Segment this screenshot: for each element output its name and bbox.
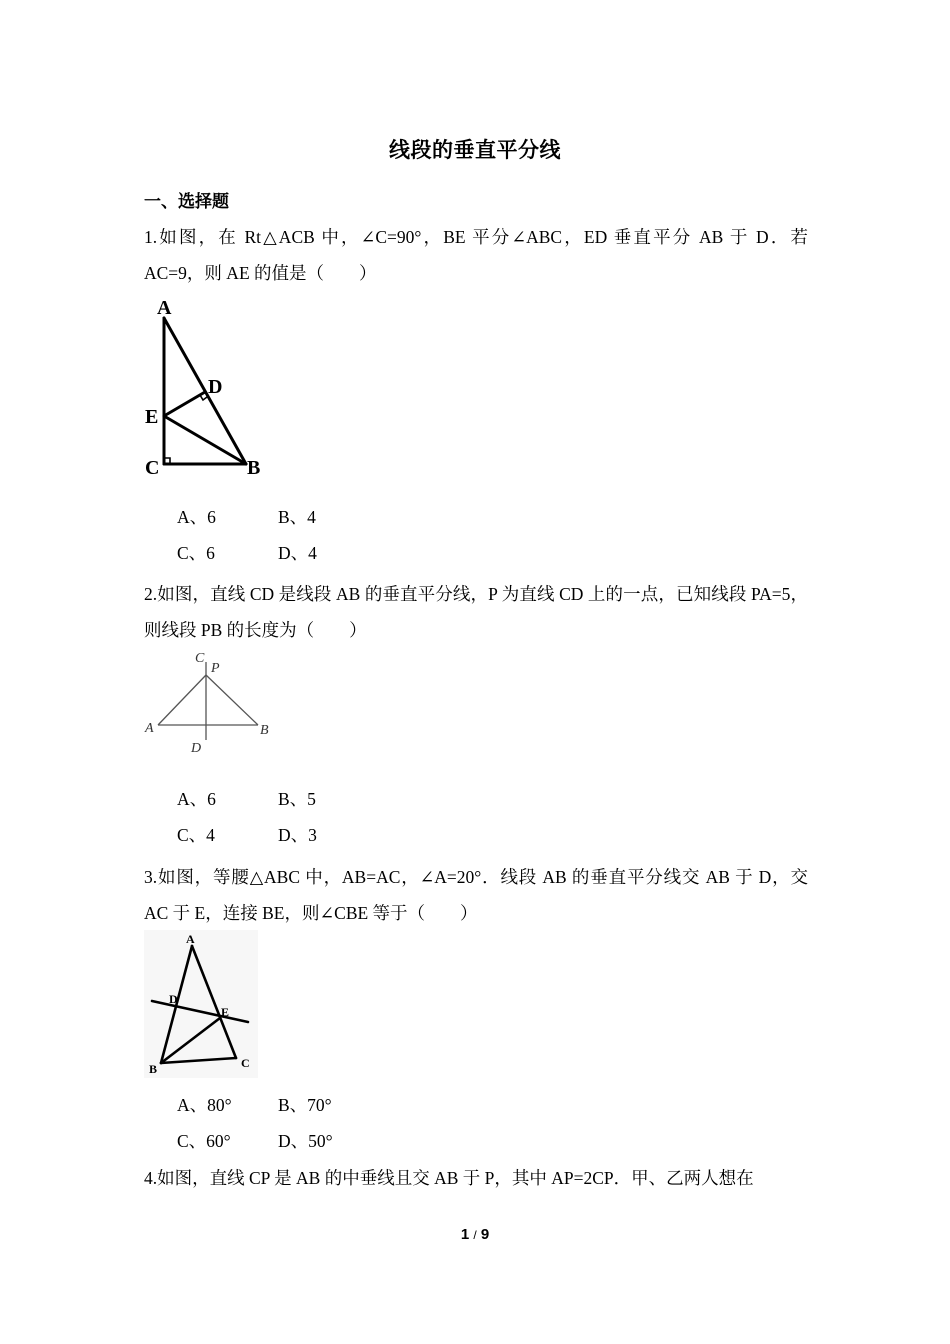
option-b[interactable]: B、5	[278, 789, 316, 809]
question-1-text: 1.如图，在 Rt△ACB 中，∠C=90°，BE 平分∠ABC，ED 垂直平分 AB 于 D．若 AC=9，则 AE 的值是（ ）	[144, 227, 808, 283]
label-d: D	[191, 741, 202, 756]
question-2-text: 2.如图，直线 CD 是线段 AB 的垂直平分线，P 为直线 CD 上的一点，已知线段 PA=5，则线段 PB 的长度为（ ）	[144, 584, 808, 640]
line-pb	[206, 675, 258, 725]
question-1-options-row-1	[177, 505, 316, 529]
label-e: E	[145, 406, 159, 428]
line-pa	[158, 675, 206, 725]
label-p: P	[211, 661, 220, 676]
label-a: A	[186, 932, 195, 946]
page-separator: /	[473, 1228, 477, 1242]
line-ed	[164, 392, 205, 416]
question-3-figure	[140, 930, 265, 1080]
label-d: D	[169, 992, 178, 1006]
section-heading: 一、选择题	[144, 192, 229, 211]
label-a: A	[157, 297, 172, 319]
option-c[interactable]: C、6	[177, 543, 215, 563]
label-c: C	[195, 651, 205, 666]
label-a: A	[145, 721, 154, 736]
label-d: D	[208, 376, 223, 398]
option-d[interactable]: D、3	[278, 825, 317, 845]
option-c[interactable]: C、60°	[177, 1131, 231, 1151]
question-4-text: 4.如图，直线 CP 是 AB 的中垂线且交 AB 于 P，其中 AP=2CP．甲、乙两人想在	[144, 1168, 754, 1188]
question-2-options-row-2	[177, 823, 317, 847]
label-c: C	[145, 457, 160, 479]
option-d[interactable]: D、50°	[278, 1131, 333, 1151]
question-3-text: 3.如图，等腰△ABC 中，AB=AC，∠A=20°．线段 AB 的垂直平分线交 AB 于 D，交 AC 于 E，连接 BE，则∠CBE 等于（ ）	[144, 867, 808, 923]
label-c: C	[241, 1056, 250, 1070]
option-b[interactable]: B、4	[278, 507, 316, 527]
option-a[interactable]: A、6	[177, 507, 216, 527]
option-d[interactable]: D、4	[278, 543, 317, 563]
option-c[interactable]: C、4	[177, 825, 215, 845]
current-page: 1	[460, 1226, 470, 1243]
question-1-figure	[140, 292, 270, 482]
option-b[interactable]: B、70°	[278, 1095, 332, 1115]
question-1-options-row-2	[177, 541, 317, 565]
page-number	[0, 1226, 950, 1243]
page-title: 线段的垂直平分线	[389, 138, 561, 162]
question-3-options-row-2	[177, 1129, 333, 1153]
question-3-options-row-1	[177, 1093, 332, 1117]
option-a[interactable]: A、6	[177, 789, 216, 809]
question-2-options-row-1	[177, 787, 316, 811]
option-a[interactable]: A、80°	[177, 1095, 232, 1115]
label-e: E	[221, 1005, 230, 1019]
label-b: B	[247, 457, 261, 479]
question-2-figure	[140, 648, 280, 758]
label-b: B	[149, 1062, 158, 1076]
total-pages: 9	[480, 1226, 490, 1243]
label-b: B	[260, 723, 269, 738]
